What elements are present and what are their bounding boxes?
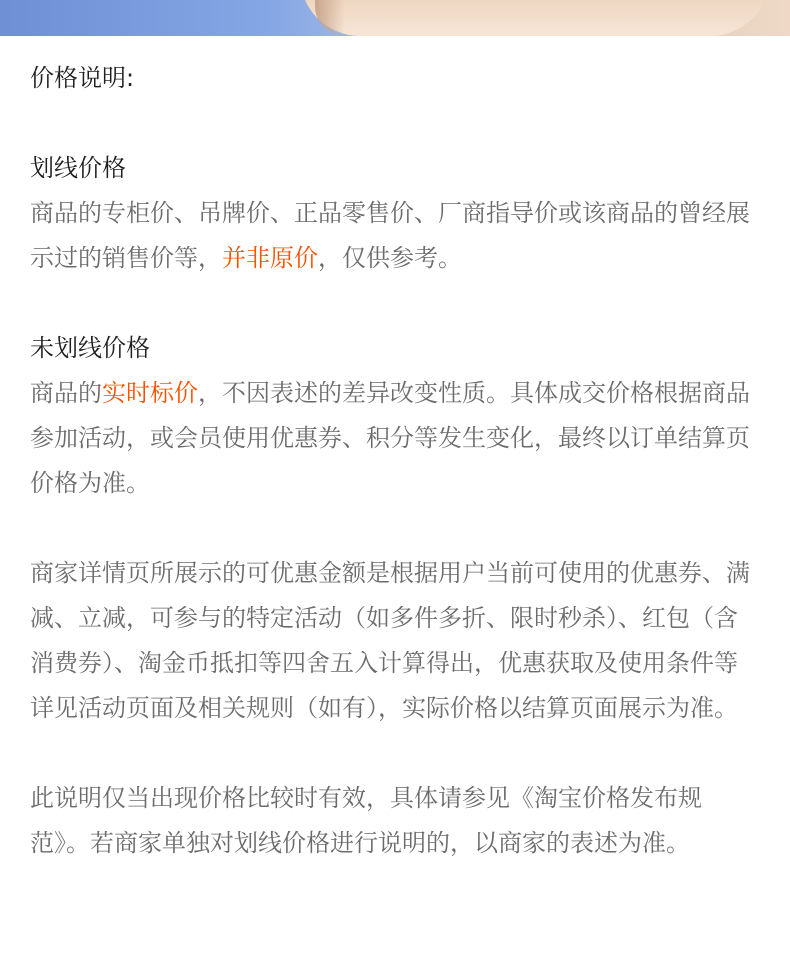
strikethrough-price-title: 划线价格 <box>30 154 126 182</box>
strikethrough-text-before: 商品的专柜价、吊牌价、正品零售价、厂商指导价或该商品的曾经展示过的销售价等， <box>30 199 750 272</box>
product-banner-image <box>0 0 790 36</box>
spacer <box>30 731 760 776</box>
strikethrough-text-after: ，仅供参考。 <box>318 244 462 272</box>
discount-amount-note: 商家详情页所展示的可优惠金额是根据用户当前可使用的优惠券、满减、立减，可参与的特定活动（如多件多折、限时秒杀）、红包（含消费券）、淘金币抵扣等四舍五入计算得出，优惠获取及使用条件等详见活动页面及相关规则（如有），实际价格以结算页面展示为准。 <box>30 559 750 722</box>
non-strikethrough-price-title: 未划线价格 <box>30 334 150 362</box>
non-strikethrough-price-description <box>30 371 760 506</box>
price-explanation <box>30 56 760 866</box>
spacer <box>30 281 760 326</box>
product-image-shape <box>300 0 770 36</box>
spacer <box>30 506 760 551</box>
non-strikethrough-text-before: 商品的 <box>30 379 102 407</box>
validity-note: 此说明仅当出现价格比较时有效，具体请参见《淘宝价格发布规范》。若商家单独对划线价格进行说明的，以商家的表述为准。 <box>30 784 702 857</box>
strikethrough-price-description <box>30 191 760 281</box>
product-image-shadow <box>315 0 345 36</box>
realtime-price-highlight: 实时标价 <box>102 379 198 407</box>
spacer <box>30 101 760 146</box>
price-explanation-heading: 价格说明: <box>30 64 135 92</box>
non-strikethrough-text-after: ，不因表述的差异改变性质。具体成交价格根据商品参加活动，或会员使用优惠券、积分等发生变化，最终以订单结算页价格为准。 <box>30 379 750 497</box>
not-original-price-highlight: 并非原价 <box>222 244 318 272</box>
